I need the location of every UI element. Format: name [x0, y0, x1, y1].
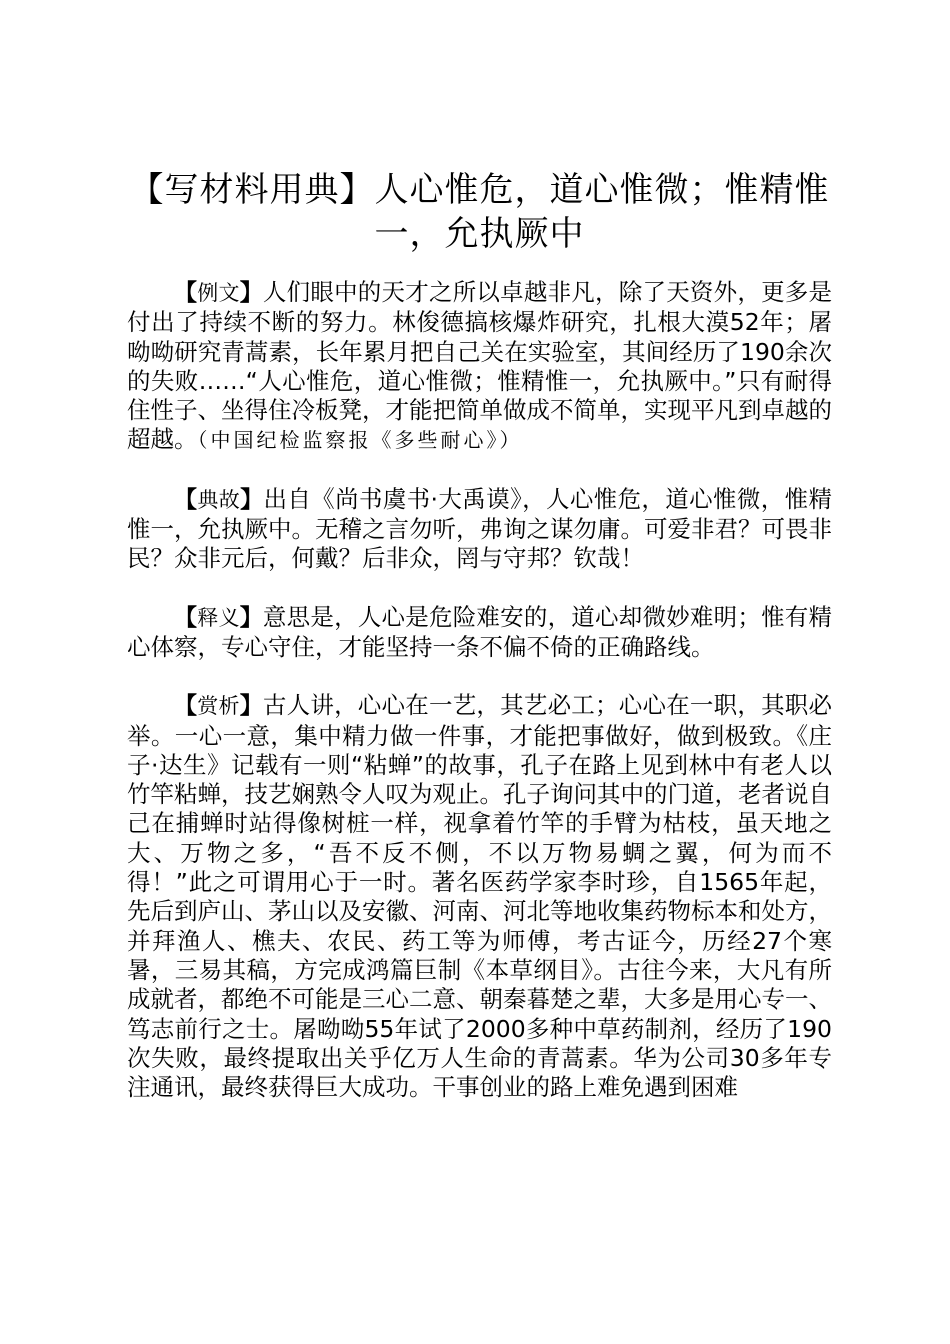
- analysis-paragraph: [127, 691, 832, 1102]
- example-paragraph: [127, 278, 832, 456]
- example-tag: 【例文】: [174, 280, 263, 306]
- example-text: 人们眼中的天才之所以卓越非凡，除了天资外，更多是付出了持续不断的努力。林俊德搞核爆炸研究，扎根大漠52年；屠呦呦研究青蒿素，长年累月把自己关在实验室，其间经历了190余次的失败……“人心惟危，道心惟微；惟精惟一，允执厥中。”只有耐得住性子、坐得住冷板凳，才能把简单做成不简单，实现平凡到卓越的超越。: [127, 278, 833, 454]
- allusion-tag: 【典故】: [174, 486, 264, 513]
- allusion-text: 出自《尚书虞书·大禹谟》，人心惟危，道心惟微，惟精惟一，允执厥中。无稽之言勿听，弗询之谋勿庸。可爱非君？可畏非民？众非元后，何戴？后非众，罔与守邦？钦哉！: [127, 484, 833, 573]
- document-page: [127, 168, 832, 1131]
- allusion-paragraph: [127, 485, 832, 574]
- analysis-text: 古人讲，心心在一艺，其艺必工；心心在一职，其职必举。一心一意，集中精力做一件事，才能把事做好，做到极致。《庄子·达生》记载有一则“粘蝉”的故事，孔子在路上见到林中有老人以竹竿粘蝉，技艺娴熟令人叹为观止。孔子询问其中的门道，老者说自己在捕蝉时站得像树桩一样，视拿着竹竿的手臂为枯枝，虽天地之大、万物之多，“吾不反不侧，不以万物易蜩之翼，何为而不得！”此之可谓用心于一时。著名医药学家李时珍，自1565年起，先后到庐山、茅山以及安徽、河南、河北等地收集药物标本和处方，并拜渔人、樵夫、农民、药工等为师傅，考古证今，历经27个寒暑，三易其稿，方完成鸿篇巨制《本草纲目》。古往今来，大凡有所成就者，都绝不可能是三心二意、朝秦暮楚之辈，大多是用心专一、笃志前行之士。屠呦呦55年试了2000多种中草药制剂，经历了190次失败，最终提取出关乎亿万人生命的青蒿素。华为公司30多年专注通讯，最终获得巨大成功。干事创业的路上难免遇到困难: [127, 691, 833, 1102]
- meaning-text: 意思是，人心是危险难安的，道心却微妙难明；惟有精心体察，专心守住，才能坚持一条不偏不倚的正确路线。: [127, 602, 833, 661]
- analysis-tag: 【赏析】: [174, 693, 263, 720]
- meaning-paragraph: [127, 603, 832, 663]
- document-title: 【写材料用典】人心惟危，道心惟微；惟精惟一，允执厥中: [129, 170, 830, 254]
- example-source: （中国纪检监察报《多些耐心》）: [197, 428, 523, 453]
- meaning-tag: 【释义】: [174, 604, 263, 631]
